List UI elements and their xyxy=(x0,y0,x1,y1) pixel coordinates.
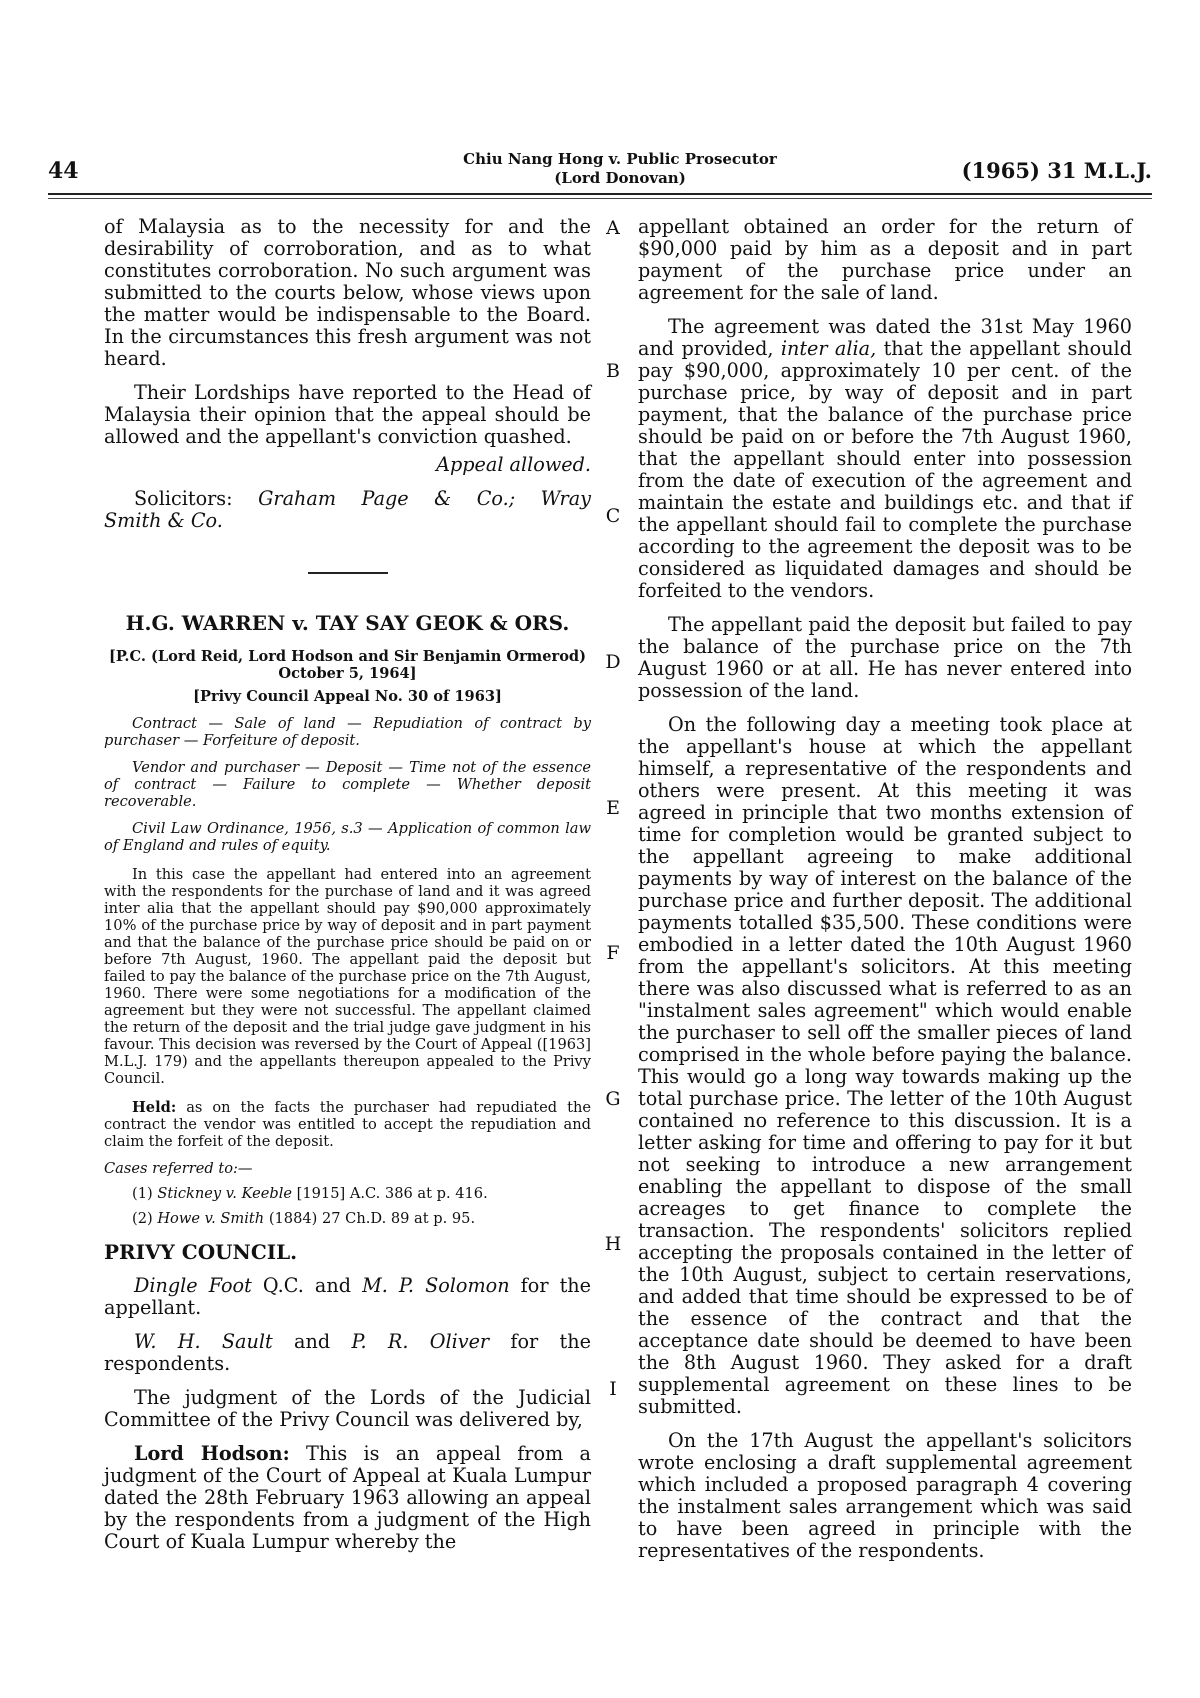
right-paragraph-2-start: The agreement was dated the 31st May 1960 and provided, xyxy=(638,315,1132,360)
left-paragraph-1: of Malaysia as to the necessity for and the desirability of corroboration, and as to what constitutes corroboration. No such argument was submitted to the courts below, whose views upon the matter would be indispensable to the Board. In the circumstances this fresh argument was not heard. xyxy=(104,215,591,370)
cases-referred-text: Cases referred to:— xyxy=(104,1160,253,1177)
running-header-case: Chiu Nang Hong v. Public Prosecutor xyxy=(463,150,777,168)
counsel-respondents-name-1: W. H. Sault xyxy=(134,1330,273,1353)
coram: [P.C. (Lord Reid, Lord Hodson and Sir Benjamin Ormerod) October 5, 1964] xyxy=(108,648,587,682)
margin-letter-g: G xyxy=(605,1088,621,1110)
judgment-paragraph-1-text: This is an appeal from a judgment of the Court of Appeal at Kuala Lumpur dated the 28th February 1963 allowing an appeal by the respondents from a judgment of the High Court of Kuala Lumpur whereby the xyxy=(104,1442,591,1553)
margin-letter-h: H xyxy=(604,1233,622,1255)
right-paragraph-2-italic: inter alia, xyxy=(780,337,877,360)
cases-referred-label xyxy=(104,1160,591,1177)
case-ref-1-cite: [1915] A.C. 386 at p. 416. xyxy=(296,1185,488,1202)
headnote-text: In this case the appellant had entered into an agreement with the respondents for the purchase of land and it was agreed inter alia that the appellant should pay $90,000 approximately 10% of the purchase price by way of deposit and in part payment and that the balance of the purchase price should be paid on or before 7th August, 1960. The appellant paid the deposit but failed to pay the balance of the purchase price on the 7th August, 1960. There were some negotiations for a modification of the agreement but they were not successful. The appellant claimed the return of the deposit and the trial judge gave judgment in his favour. This decision was reversed by the Court of Appeal ([1963] M.L.J. 179) and the appellants thereupon appealed to the Privy Council. xyxy=(104,866,591,1087)
page-number: 44 xyxy=(48,158,79,184)
counsel-appellant-name-1: Dingle Foot xyxy=(134,1274,252,1297)
right-column xyxy=(638,216,1132,1562)
running-header-judge: (Lord Donovan) xyxy=(554,169,686,187)
counsel-appellant-role: for the appellant. xyxy=(104,1274,591,1319)
solicitors-label: Solicitors: xyxy=(134,487,233,510)
left-column xyxy=(104,216,591,1553)
appeal-allowed: Appeal allowed. xyxy=(436,453,591,476)
margin-letters xyxy=(600,0,626,1698)
case-ref-2 xyxy=(104,1210,591,1227)
case-ref-1-num: (1) xyxy=(132,1185,153,1202)
counsel-respondents-role: for the respondents. xyxy=(104,1330,591,1375)
margin-letter-c: C xyxy=(605,505,621,527)
counsel-respondents-join: and xyxy=(294,1330,331,1353)
judgment-paragraph-1 xyxy=(104,1443,591,1553)
solicitors-line xyxy=(104,488,591,510)
margin-letter-a: A xyxy=(606,217,620,239)
margin-letter-f: F xyxy=(606,942,620,964)
solicitors-name-2: Smith & Co. xyxy=(104,509,223,532)
margin-letter-d: D xyxy=(605,651,621,673)
journal-citation: (1965) 31 M.L.J. xyxy=(961,158,1152,183)
right-paragraph-5: On the 17th August the appellant's solicitors wrote enclosing a draft supplemental agreement which included a proposed paragraph 4 covering the instalment sales arrangement which was said to have been agreed in principle with the representatives of the respondents. xyxy=(638,1429,1132,1562)
held-text: as on the facts the purchaser had repudiated the contract the vendor was entitled to accept the repudiation and claim the forfeit of the deposit. xyxy=(104,1099,592,1150)
headnote-keyword-2: Vendor and purchaser — Deposit — Time not of the essence of contract — Failure to complete — Whether deposit recoverable. xyxy=(104,759,591,810)
held-label: Held: xyxy=(132,1099,177,1116)
section-divider xyxy=(308,572,388,574)
margin-letter-b: B xyxy=(606,360,620,382)
case-title: H.G. WARREN v. TAY SAY GEOK & ORS. xyxy=(125,611,570,635)
headnote-keyword-3: Civil Law Ordinance, 1956, s.3 — Application of common law of England and rules of equity. xyxy=(104,820,591,854)
case-ref-1-name: Stickney v. Keeble xyxy=(157,1185,293,1202)
judgment-intro: The judgment of the Lords of the Judicial Committee of the Privy Council was delivered by, xyxy=(104,1386,591,1431)
right-paragraph-2-rest: that the appellant should pay $90,000, approximately 10 per cent. of the purchase price, by way of deposit and in part payment, that the balance of the purchase price should be paid on or before the 7th August 1960, that the appellant should enter into possession from the date of execution of the agreement and maintain the estate and buildings etc. and that if the appellant should fail to complete the purchase according to the agreement the deposit was to be considered as liquidated damages and should be forfeited to the vendors. xyxy=(638,337,1132,602)
court-heading: PRIVY COUNCIL. xyxy=(104,1240,298,1264)
headnote-keyword-1: Contract — Sale of land — Repudiation of contract by purchaser — Forfeiture of deposit. xyxy=(104,715,591,749)
left-paragraph-2: Their Lordships have reported to the Head of Malaysia their opinion that the appeal should be allowed and the appellant's conviction quashed. xyxy=(104,381,591,448)
case-ref-2-num: (2) xyxy=(132,1210,153,1227)
appeal-number: [Privy Council Appeal No. 30 of 1963] xyxy=(193,688,502,705)
counsel-respondents xyxy=(104,1331,591,1375)
case-ref-1 xyxy=(104,1185,591,1202)
right-paragraph-4: On the following day a meeting took place at the appellant's house at which the appellant himself, a representative of the respondents and others were present. At this meeting it was agreed in principle that two months extension of time for completion would be granted subject to the appellant agreeing to make additional payments by way of interest on the balance of the purchase price and further deposit. The additional payments totalled $35,500. These conditions were embodied in a letter dated the 10th August 1960 from the appellant's solicitors. At this meeting there was also discussed what is referred to as an "instalment sales agreement" which would enable the purchaser to sell off the smaller pieces of land comprised in the whole before paying the balance. This would go a long way towards making up the total purchase price. The letter of the 10th August contained no reference to this discussion. It is a letter asking for time and offering to pay for it but not seeking to introduce a new arrangement enabling the appellant to dispose of the small acreages to get finance to complete the transaction. The respondents' solicitors replied accepting the proposals contained in the letter of the 10th August, subject to certain reservations, and added that time should be expressed to be of the essence of the contract and that the acceptance date should be deemed to have been the 8th August 1960. They asked for a draft supplemental agreement on these lines to be submitted. xyxy=(638,713,1132,1418)
case-ref-2-cite: (1884) 27 Ch.D. 89 at p. 95. xyxy=(268,1210,476,1227)
counsel-respondents-name-2: P. R. Oliver xyxy=(351,1330,490,1353)
margin-letter-i: I xyxy=(609,1378,617,1400)
solicitors-line-2 xyxy=(104,510,591,532)
solicitors-name-1: Graham Page & Co.; Wray xyxy=(258,487,591,510)
right-paragraph-1: appellant obtained an order for the return of $90,000 paid by him as a deposit and in part payment of the purchase price under an agreement for the sale of land. xyxy=(638,215,1132,304)
right-paragraph-2 xyxy=(638,316,1132,602)
case-ref-2-name: Howe v. Smith xyxy=(157,1210,265,1227)
margin-letter-e: E xyxy=(606,797,620,819)
counsel-appellant-name-2: M. P. Solomon xyxy=(362,1274,510,1297)
judge-name: Lord Hodson: xyxy=(134,1442,290,1465)
counsel-appellant-join: Q.C. and xyxy=(262,1274,352,1297)
right-paragraph-3: The appellant paid the deposit but failed to pay the balance of the purchase price on the 7th August 1960 or at all. He has never entered into possession of the land. xyxy=(638,613,1132,702)
counsel-appellant xyxy=(104,1275,591,1319)
held xyxy=(104,1099,591,1150)
